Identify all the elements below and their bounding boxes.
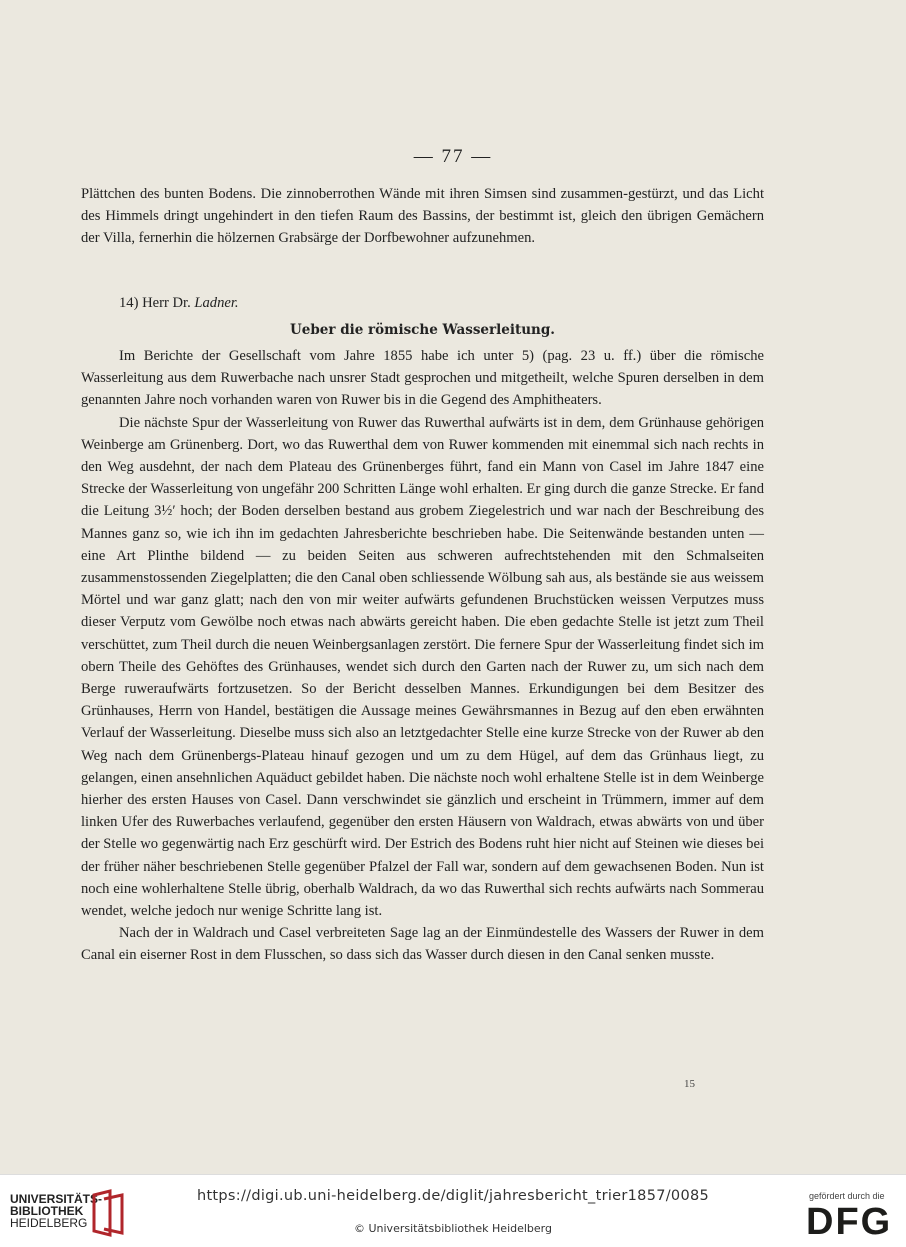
paragraph-2: Die nächste Spur der Wasserleitung von Ruwer das Ruwerthal aufwärts ist in dem, dem Grünhause gehörigen Weinberge am Grünenberg. Dort, wo das Ruwerthal dem von Ruwer kommenden mit einemmal sich nach rechts in den Weg ausdehnt, der nach dem Plateau des Grünenberges führt, fand ein Mann von Casel im Jahre 1847 eine Strecke der Wasserleitung von ungefähr 200 Schritten Länge wohl erhalten. Er ging durch die ganze Strecke. Er fand die Leitung 3½′ hoch; der Boden derselben bestand aus grobem Ziegelestrich und war nach der Beschreibung des Mannes ganz so, wie ich ihn im gedachten Jahresberichte beschrieben habe. Die Seitenwände bestanden unten — eine Art Plinthe bildend — zu beiden Seiten aus schweren aufrechtstehenden mit den Schmalseiten zusammenstossenden Ziegelplatten; die den Canal oben schliessende Wölbung sah aus, als bestände sie aus weissem Mörtel und war ganz glatt; nach den von mir weiter aufwärts gefundenen Bruchstücken weissen Verputzes muss dieser Verputz vom Gewölbe noch etwas nach abwärts gereicht haben. Die eben gedachte Stelle ist jetzt zum Theil verschüttet, zum Theil durch die neuen Weinbergsanlagen zerstört. Die fernere Spur der Wasserleitung findet sich im obern Theile des Gehöftes des Grünhauses, wendet sich durch den Garten nach der Ruwer zu, um sich nach dem Berge ruweraufwärts fortzusetzen. So der Bericht desselben Mannes. Erkundigungen bei dem Besitzer des Grünhauses, Herrn von Handel, bestätigen die Aussage meines Gewährsmannes in Bezug auf den eben erwähnten Verlauf der Wasserleitung. Dieselbe muss sich also an letztgedachter Stelle eine kurze Strecke von der Ruwer ab den Weg nach dem Grünenbergs-Plateau hinauf gezogen und um zu dem Hügel, auf dem das Grünhaus liegt, zu gelangen, einen ansehnlichen Aquäduct gebildet haben. Die nächste noch wohl erhaltene Stelle ist in dem Weinberge hierher des ersten Hauses von Casel. Dann verschwindet sie gänzlich und erscheint in Trümmern, immer auf dem linken Ufer des Ruwerbaches verlaufend, gegenüber den ersten Häusern von Waldrach, etwas abwärts von und über der Stelle wo gegenwärtig nach Erz geschürft wird. Der Estrich des Bodens ruht hier nicht auf Steinen wie dieses bei der früher näher beschriebenen Stelle gegenüber Pfalzel der Fall war, sondern auf dem gewachsenen Boden. Nun ist noch eine wohlerhaltene Stelle übrig, oberhalb Waldrach, da wo das Ruwerthal sich rechts aufwärts nach Sommerau wendet, welche jedoch nur wenige Schritte lang ist. <box>81 414 765 920</box>
copyright-notice: © Universitätsbibliothek Heidelberg <box>353 1222 552 1235</box>
intro-paragraph <box>81 183 764 250</box>
section-label <box>81 292 764 314</box>
library-name-line2: BIBLIOTHEK <box>10 1204 84 1218</box>
funder-caption: gefördert durch die <box>809 1191 885 1201</box>
viewer-footer <box>0 1174 906 1247</box>
permalink-url[interactable]: https://digi.ub.uni-heidelberg.de/diglit/jahresbericht_trier1857/0085 <box>196 1188 710 1204</box>
section-heading: Ueber die römische Wasserleitung. <box>289 322 555 338</box>
library-name-line3: HEIDELBERG <box>10 1216 88 1230</box>
library-name-line1: UNIVERSITÄTS- <box>10 1192 103 1206</box>
intro-text: Plättchen des bunten Bodens. Die zinnoberrothen Wände mit ihren Simsen sind zusammen-gestürzt, und das Licht des Himmels dringt ungehindert in den tiefen Raum des Bassins, der bestimmt ist, gleich den übrigen Gemächern der Villa, fernerhin die hölzernen Grabsärge der Dorfbewohner aufzunehmen. <box>81 186 764 247</box>
signature-mark: 15 <box>684 1078 695 1090</box>
page-number: — 77 — <box>413 146 493 167</box>
paragraph-3: Nach der in Waldrach und Casel verbreiteten Sage lag an der Einmündestelle des Wassers der Ruwer in dem Canal ein eiserner Rost in dem Flusschen, so dass sich das Wasser durch diesen in den Canal senken musste. <box>81 925 764 964</box>
section-author: Ladner. <box>194 295 239 311</box>
paragraph-1: Im Berichte der Gesellschaft vom Jahre 1855 habe ich unter 5) (pag. 23 u. ff.) über die römische Wasserleitung aus dem Ruwerbache nach unsrer Stadt gesprochen und mitgetheilt, welche Spuren derselben in dem genannten Jahre noch vorhanden waren von Ruwer bis in die Gegend des Amphitheaters. <box>81 348 764 409</box>
dfg-logo[interactable]: DFG <box>806 1201 893 1243</box>
section-number: 14) Herr Dr. <box>119 295 195 311</box>
body-text <box>81 345 764 967</box>
